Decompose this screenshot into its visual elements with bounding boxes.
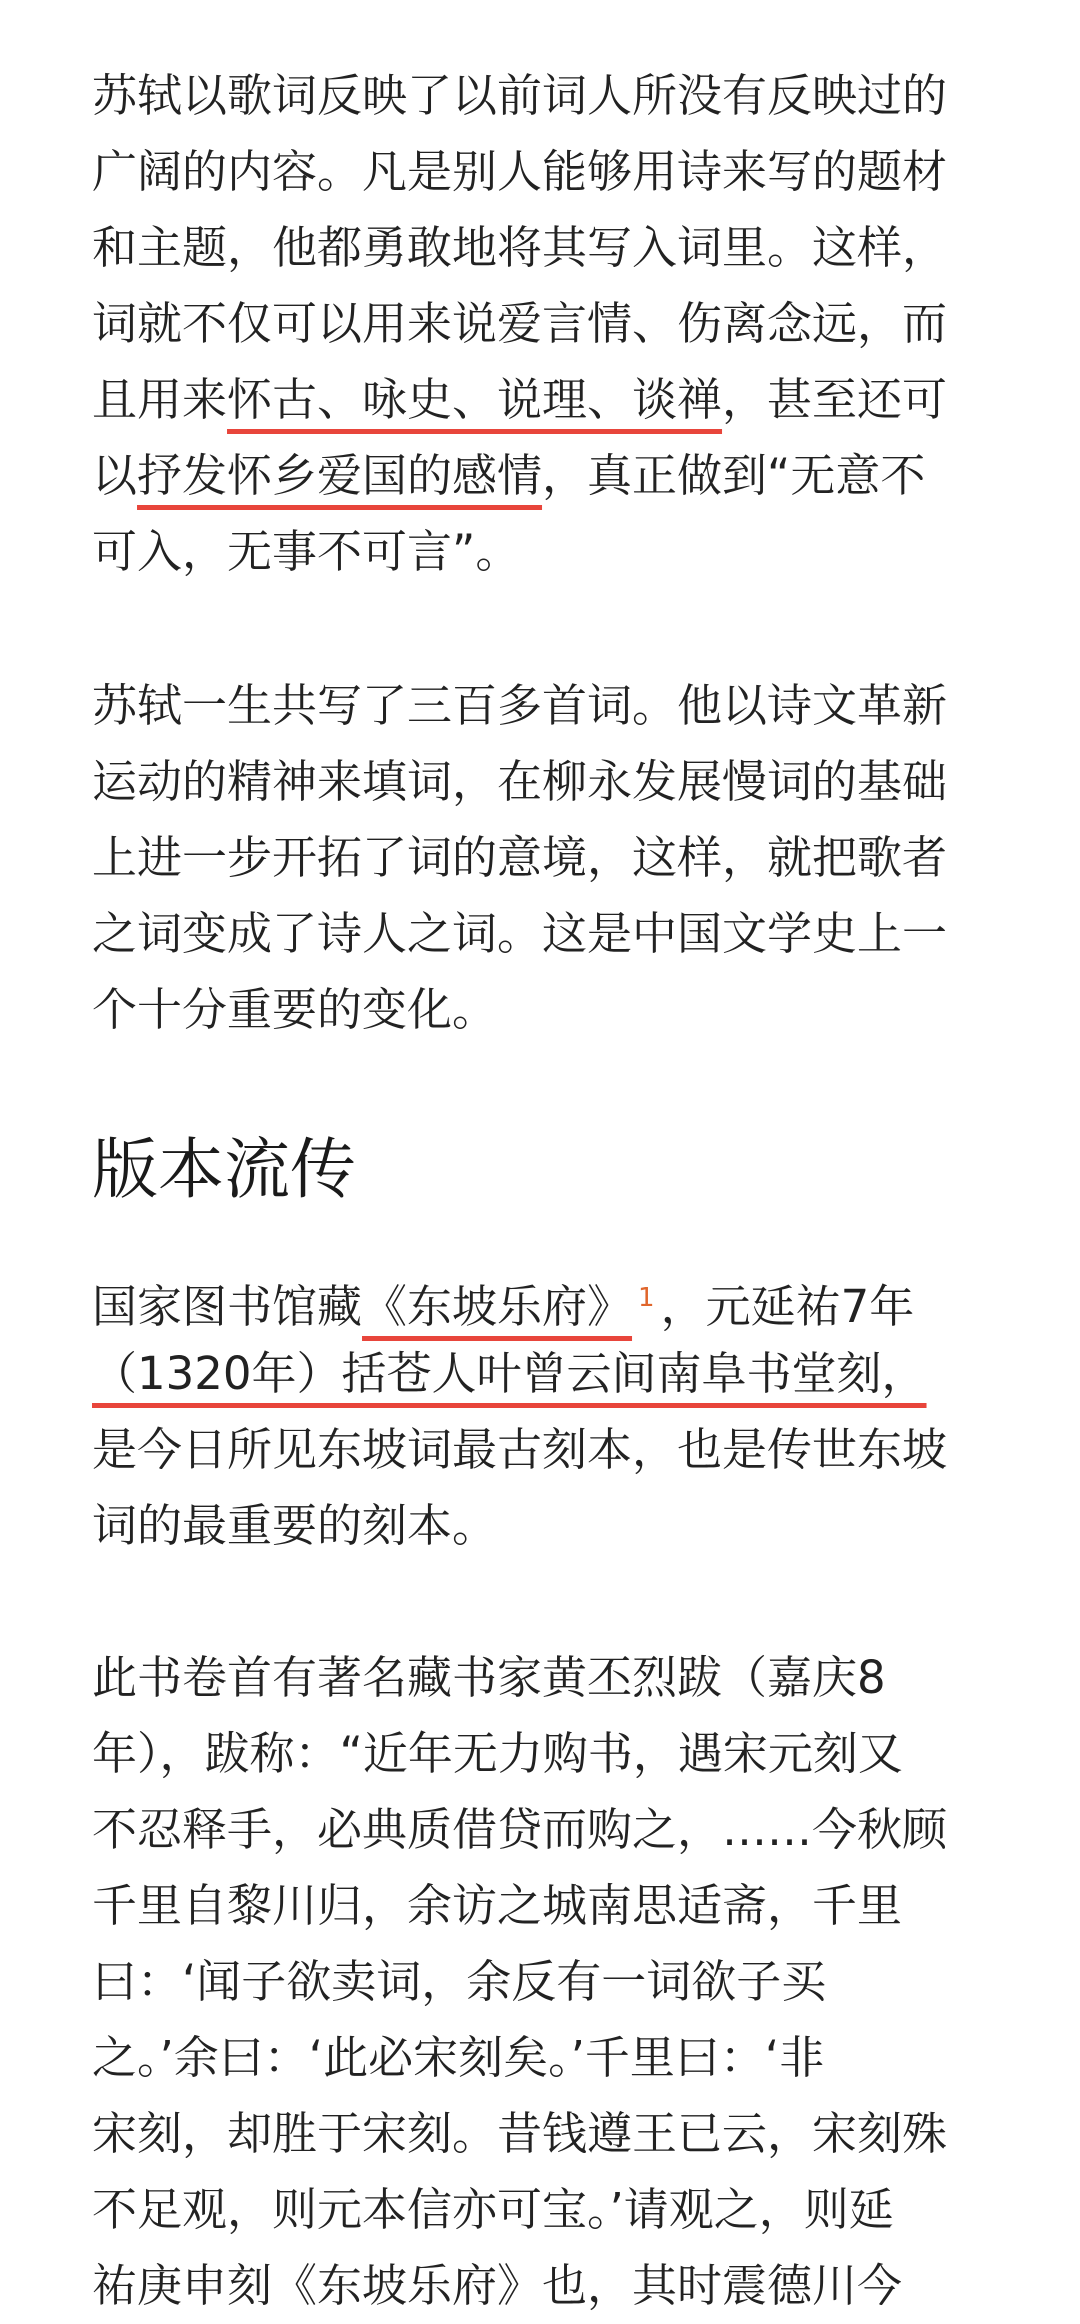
text-line: 年），跋称：“近年无力购书，遇宋元刻又 xyxy=(92,1727,903,1780)
text-line: 是今日所见东坡词最古刻本，也是传世东坡 xyxy=(92,1423,948,1476)
paragraph-3 xyxy=(92,1260,992,1564)
paragraph-4 xyxy=(92,1640,992,2324)
text-line xyxy=(92,1336,992,1412)
text-line: 不忍释手，必典质借贷而购之，……今秋顾 xyxy=(92,1803,948,1856)
text-segment: 国家图书馆藏 xyxy=(92,1280,363,1333)
text-line xyxy=(92,1260,992,1336)
text-line: 词的最重要的刻本。 xyxy=(92,1499,498,1552)
text-line xyxy=(92,438,992,514)
text-line: 可入，无事不可言”。 xyxy=(92,525,521,578)
text-line: 曰：‘闻子欲卖词，余反有一词欲子买 xyxy=(92,1955,827,2008)
highlighted-phrase: （1320年）括苍人叶曾云间南阜书堂刻， xyxy=(92,1347,927,1400)
text-line: 千里自黎川归，余访之城南思适斋，千里 xyxy=(92,1879,903,1932)
text-line: 苏轼以歌词反映了以前词人所没有反映过的 xyxy=(92,69,948,122)
text-line xyxy=(92,362,992,438)
text-line: 苏轼一生共写了三百多首词。他以诗文革新 xyxy=(92,679,948,732)
text-line: 祐庚申刻《东坡乐府》也，其时震德川今 xyxy=(92,2259,903,2312)
text-segment: ，甚至还可 xyxy=(722,373,948,426)
book-title-link[interactable]: 《东坡乐府》 xyxy=(362,1280,633,1333)
text-line: 运动的精神来填词，在柳永发展慢词的基础 xyxy=(92,755,948,808)
text-line: 之词变成了诗人之词。这是中国文学史上一 xyxy=(92,907,948,960)
text-line: 个十分重要的变化。 xyxy=(92,983,498,1036)
text-segment: 以 xyxy=(92,449,138,502)
text-segment: ，元延祐7年 xyxy=(660,1280,915,1333)
text-segment: ，真正做到“无意不 xyxy=(542,449,926,502)
footnote-marker[interactable]: 1 xyxy=(638,1283,655,1313)
text-line: 广阔的内容。凡是别人能够用诗来写的题材 xyxy=(92,145,948,198)
text-line: 不足观，则元本信亦可宝。’请观之，则延 xyxy=(92,2183,894,2236)
text-line: 和主题，他都勇敢地将其写入词里。这样， xyxy=(92,221,948,274)
paragraph-2 xyxy=(92,668,992,1048)
text-line: 词就不仅可以用来说爱言情、伤离念远，而 xyxy=(92,297,948,350)
highlighted-phrase: 怀古、咏史、说理、谈禅 xyxy=(227,373,723,426)
text-segment: 且用来 xyxy=(92,373,228,426)
section-title: 版本流传 xyxy=(92,1131,356,1208)
text-line: 之。’余曰：‘此必宋刻矣。’千里曰：‘非 xyxy=(92,2031,825,2084)
text-line: 上进一步开拓了词的意境，这样，就把歌者 xyxy=(92,831,948,884)
text-line: 此书卷首有著名藏书家黄丕烈跋（嘉庆8 xyxy=(92,1651,886,1704)
paragraph-1 xyxy=(92,58,992,590)
text-line: 宋刻，却胜于宋刻。昔钱遵王已云，宋刻殊 xyxy=(92,2107,948,2160)
highlighted-phrase: 抒发怀乡爱国的感情 xyxy=(137,449,543,502)
